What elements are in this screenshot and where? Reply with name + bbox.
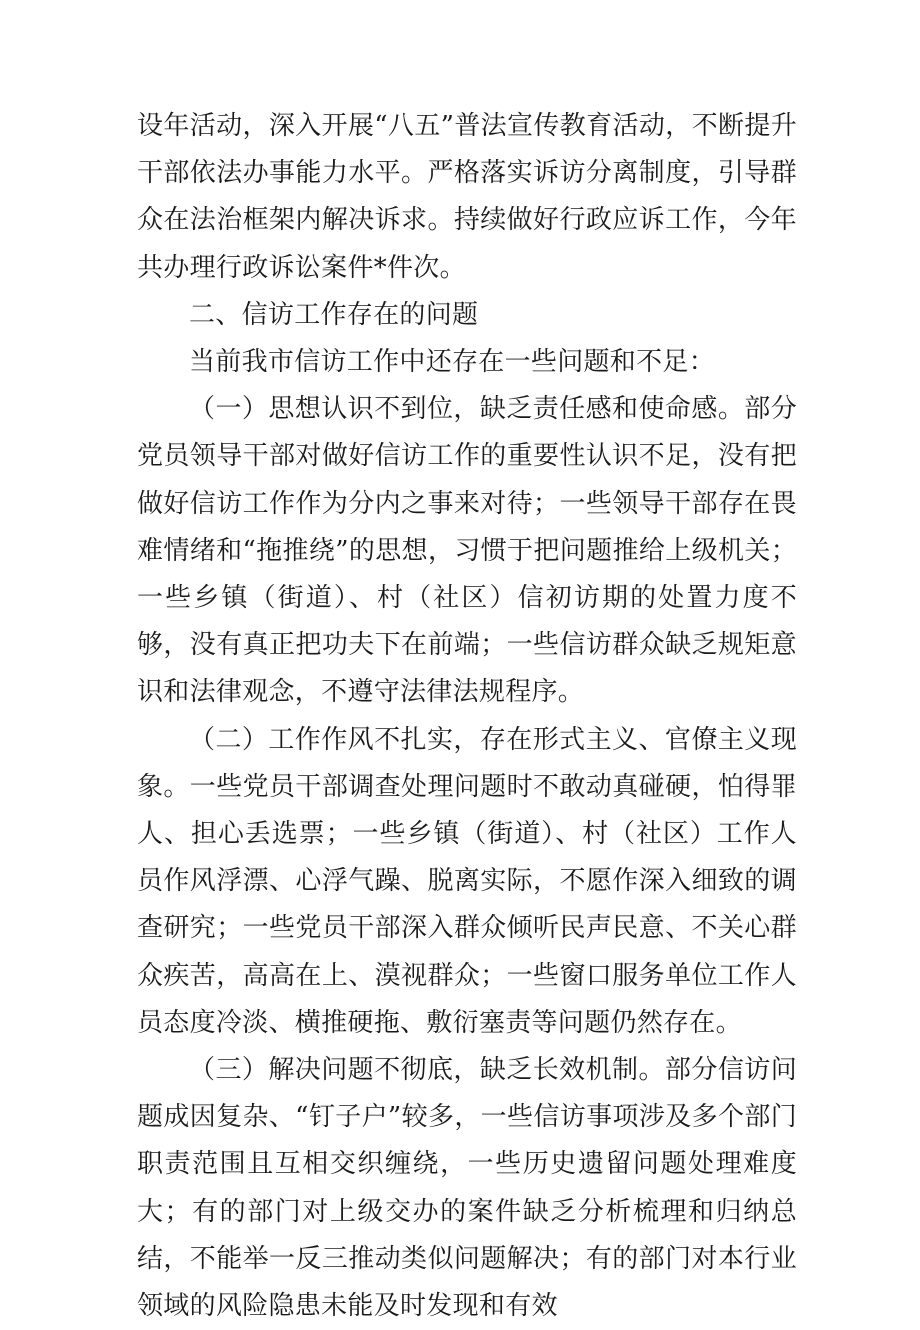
paragraph-issue-1: （一）思想认识不到位，缺乏责任感和使命感。部分党员领导干部对做好信访工作的重要性认识不足，没有把做好信访工作作为分内之事来对待；一些领导干部存在畏难情绪和“拖推绕”的思想，习惯于把问题推给上级机关；一些乡镇（街道）、村（社区）信初访期的处置力度不够，没有真正把功夫下在前端；一些信访群众缺乏规矩意识和法律观念，不遵守法律法规程序。 <box>137 394 797 708</box>
paragraph-issue-2: （二）工作作风不扎实，存在形式主义、官僚主义现象。一些党员干部调查处理问题时不敢动真碰硬，怕得罪人、担心丢选票；一些乡镇（街道）、村（社区）工作人员作风浮漂、心浮气躁、脱离实际，不愿作深入细致的调查研究；一些党员干部深入群众倾听民声民意、不关心群众疾苦，高高在上、漠视群众；一些窗口服务单位工作人员态度冷淡、横推硬拖、敷衍塞责等问题仍然存在。 <box>137 724 797 1038</box>
document-body <box>137 103 797 1330</box>
paragraph-continuation: 设年活动，深入开展“八五”普法宣传教育活动，不断提升干部依法办事能力水平。严格落实诉访分离制度，引导群众在法治框架内解决诉求。持续做好行政应诉工作，今年共办理行政诉讼案件*件次。 <box>137 111 797 283</box>
paragraph-issue-3: （三）解决问题不彻底，缺乏长效机制。部分信访问题成因复杂、“钉子户”较多，一些信访事项涉及多个部门职责范围且互相交织缠绕，一些历史遗留问题处理难度大；有的部门对上级交办的案件缺乏分析梳理和归纳总结，不能举一反三推动类似问题解决；有的部门对本行业领域的风险隐患未能及时发现和有效 <box>137 1055 797 1322</box>
section-heading: 二、信访工作存在的问题 <box>189 299 479 330</box>
paragraph-intro: 当前我市信访工作中还存在一些问题和不足： <box>189 347 716 378</box>
